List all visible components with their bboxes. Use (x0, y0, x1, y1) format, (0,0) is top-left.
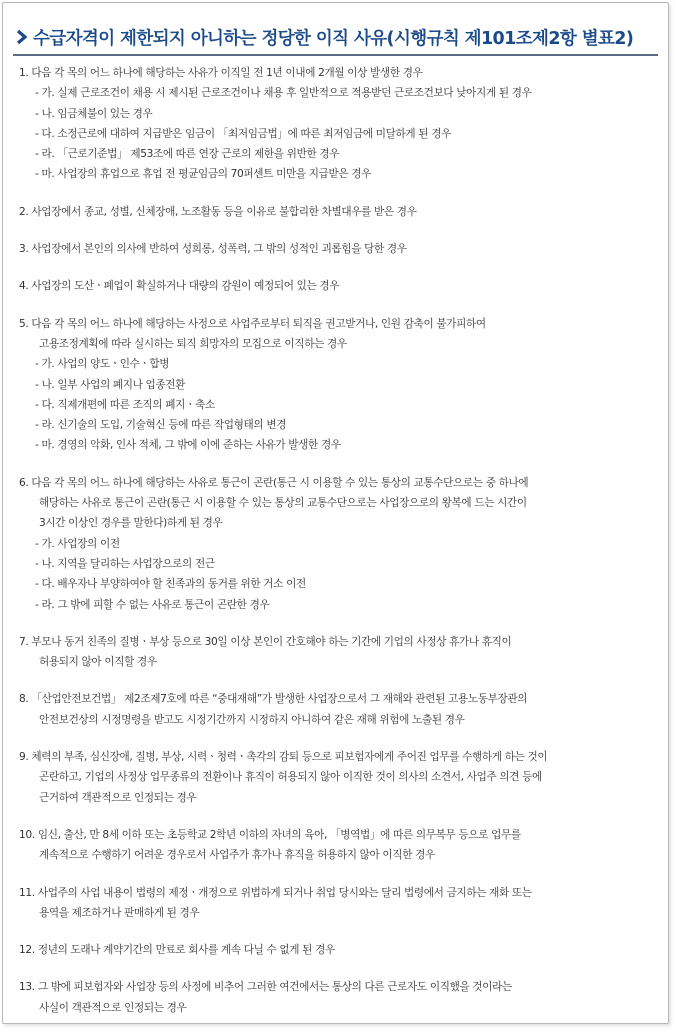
sub-item: - 나. 지역을 달리하는 사업장으로의 전근 (35, 557, 215, 570)
sub-item: - 나. 임금체불이 있는 경우 (35, 107, 153, 120)
reason-list (19, 63, 659, 1035)
sub-item: - 다. 소정근로에 대하여 지급받은 임금이 「최저임금법」에 따른 최저임금에 미달하게 된 경우 (35, 127, 451, 140)
list-item-text: 8. 「산업안전보건법」 제2조제7호에 따른 “중대재해”가 발생한 사업장으로서 그 재해와 관련된 고용노동부장관의 (19, 693, 528, 706)
list-item (19, 883, 659, 924)
list-item (19, 632, 659, 673)
sub-item: - 라. 신기술의 도입, 기술혁신 등에 따른 작업형태의 변경 (35, 419, 287, 432)
list-item-text: 13. 그 밖에 피보험자와 사업장 등의 사정에 비추어 그러한 여건에서는 통상의 다른 근로자도 이직했을 것이라는 (19, 981, 512, 994)
list-item (19, 825, 659, 866)
list-item-text: 3. 사업장에서 본인의 의사에 반하여 성희롱, 성폭력, 그 밖의 성적인 괴롭힘을 당한 경우 (19, 243, 407, 256)
list-item (19, 689, 659, 730)
list-item (19, 276, 659, 296)
sub-item: - 다. 배우자나 부양하여야 할 친족과의 동거를 위한 거소 이전 (35, 578, 306, 591)
sub-item: - 가. 실제 근로조건이 채용 시 제시된 근로조건이나 채용 후 일반적으로 적용받던 근로조건보다 낮아지게 된 경우 (35, 87, 532, 100)
list-item-text: 7. 부모나 동거 친족의 질병ㆍ부상 등으로 30일 이상 본인이 간호해야 하는 기간에 기업의 사정상 휴가나 휴직이 (19, 635, 512, 648)
sub-item: - 다. 직제개편에 따른 조직의 폐지ㆍ축소 (35, 398, 215, 411)
list-item-continuation: 해당하는 사유로 통근이 곤란(통근 시 이용할 수 있는 통상의 교통수단으로는 사업장으로의 왕복에 드는 시간이 (39, 497, 527, 510)
list-item (19, 314, 659, 456)
sub-item: - 나. 일부 사업의 폐지나 업종전환 (35, 378, 186, 391)
list-item (19, 977, 659, 1018)
sub-item: - 가. 사업장의 이전 (35, 537, 120, 550)
content-panel (2, 2, 669, 1024)
sub-item: - 라. 그 밖에 피할 수 없는 사유로 통근이 곤란한 경우 (35, 598, 270, 611)
list-item (19, 747, 659, 808)
sub-item: - 마. 사업장의 휴업으로 휴업 전 평균임금의 70퍼센트 미만을 지급받은 경우 (35, 168, 372, 181)
list-item (19, 202, 659, 222)
page-title: 수급자격이 제한되지 아니하는 정당한 이직 사유(시행규칙 제101조제2항 별표2) (33, 28, 634, 49)
list-item-text: 11. 사업주의 사업 내용이 법령의 제정ㆍ개정으로 위법하게 되거나 취업 당시와는 달리 법령에서 금지하는 재화 또는 (19, 886, 532, 899)
list-item-continuation: 근거하여 객관적으로 인정되는 경우 (39, 791, 197, 804)
list-item-continuation: 사실이 객관적으로 인정되는 경우 (39, 1001, 187, 1014)
list-item-continuation: 계속적으로 수행하기 어려운 경우로서 사업주가 휴가나 휴직을 허용하지 않아 이직한 경우 (39, 849, 435, 862)
sub-item: - 라. 「근로기준법」 제53조에 따른 연장 근로의 제한을 위반한 경우 (35, 148, 340, 161)
title-divider (13, 54, 658, 56)
list-item-text: 1. 다음 각 목의 어느 하나에 해당하는 사유가 이직일 전 1년 이내에 2개월 이상 발생한 경우 (19, 67, 423, 79)
section-header (16, 23, 633, 51)
list-item-continuation: 허용되지 않아 이직할 경우 (39, 656, 157, 669)
sub-item: - 가. 사업의 양도ㆍ인수ㆍ합병 (35, 358, 170, 371)
list-item-continuation: 고용조정계획에 따라 실시하는 퇴직 희망자의 모집으로 이직하는 경우 (39, 337, 347, 350)
list-item-continuation: 안전보건상의 시정명령을 받고도 시정기간까지 시정하지 아니하여 같은 재해 위험에 노출된 경우 (39, 713, 465, 726)
list-item-text: 2. 사업장에서 종교, 성별, 신체장애, 노조활동 등을 이유로 불합리한 차별대우를 받은 경우 (19, 205, 417, 218)
list-item-text: 9. 체력의 부족, 심신장애, 질병, 부상, 시력ㆍ청력ㆍ촉각의 감퇴 등으로 피보험자에게 주어진 업무를 수행하게 하는 것이 (19, 751, 548, 764)
list-item-continuation: 3시간 이상인 경우를 말한다)하게 된 경우 (39, 517, 223, 530)
sub-item: - 마. 경영의 악화, 인사 적체, 그 밖에 이에 준하는 사유가 발생한 경우 (35, 439, 341, 452)
list-item-text: 5. 다음 각 목의 어느 하나에 해당하는 사정으로 사업주로부터 퇴직을 권고받거나, 인원 감축이 불가피하여 (19, 317, 486, 330)
list-item-text: 4. 사업장의 도산ㆍ폐업이 확실하거나 대량의 감원이 예정되어 있는 경우 (19, 280, 340, 293)
list-item-continuation: 곤란하고, 기업의 사정상 업무종류의 전환이나 휴직이 허용되지 않아 이직한 것이 의사의 소견서, 사업주 의견 등에 (39, 771, 542, 784)
list-item (19, 63, 659, 185)
list-item-text: 10. 임신, 출산, 만 8세 이하 또는 초등학교 2학년 이하의 자녀의 육아, 「병역법」에 따른 의무복무 등으로 업무를 (19, 828, 521, 841)
list-item-text: 6. 다음 각 목의 어느 하나에 해당하는 사유로 통근이 곤란(통근 시 이용할 수 있는 통상의 교통수단으로는 중 하나에 (19, 476, 529, 489)
list-item-text: 12. 정년의 도래나 계약기간의 만료로 회사를 계속 다닐 수 없게 된 경우 (19, 944, 335, 957)
chevron-right-icon (16, 29, 28, 45)
list-item (19, 940, 659, 960)
list-item-continuation: 용역을 제조하거나 판매하게 된 경우 (39, 906, 200, 919)
list-item (19, 239, 659, 259)
list-item (19, 473, 659, 615)
